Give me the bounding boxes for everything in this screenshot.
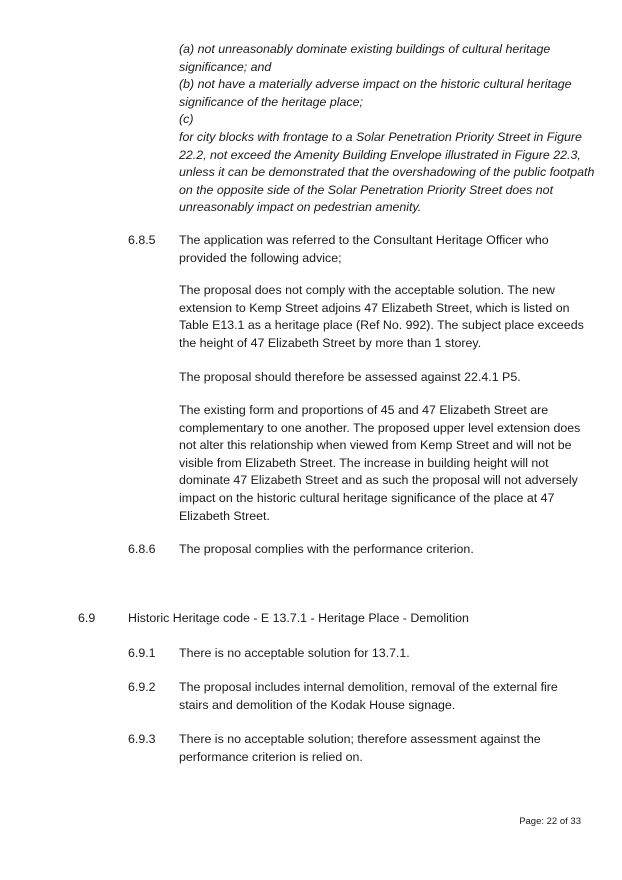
criterion-c-label: (c) xyxy=(179,112,194,127)
section-6-9-heading: Historic Heritage code - E 13.7.1 - Heritage Place - Demolition xyxy=(128,611,469,625)
section-6-8-6-text: The proposal complies with the performance criterion. xyxy=(179,542,474,556)
section-number-6-8-5: 6.8.5 xyxy=(128,233,156,247)
criterion-a: (a) not unreasonably dominate existing buildings of cultural heritage significance; and xyxy=(179,42,551,74)
heritage-advice-paragraph-2: The proposal should therefore be assessed against 22.4.1 P5. xyxy=(179,370,521,384)
performance-criteria-list xyxy=(179,41,599,217)
criterion-b: (b) not have a materially adverse impact on the historic cultural heritage significance of the heritage place; xyxy=(179,77,572,109)
section-6-9-1-text: There is no acceptable solution for 13.7.1. xyxy=(179,646,410,660)
section-number-6-9-1: 6.9.1 xyxy=(128,646,156,660)
heritage-advice-paragraph-1: The proposal does not comply with the acceptable solution. The new extension to Kemp Street adjoins 47 Elizabeth Street, which is listed on Table E13.1 as a heritage place (Ref No. 992). The subject place exceeds the height of 47 Elizabeth Street by more than 1 storey. xyxy=(179,283,584,350)
section-6-9-2-text: The proposal includes internal demolition, removal of the external fire stairs and demolition of the Kodak House signage. xyxy=(179,680,558,712)
section-number-6-9-2: 6.9.2 xyxy=(128,680,156,694)
section-number-6-9: 6.9 xyxy=(78,611,96,625)
section-6-9-3-text: There is no acceptable solution; therefore assessment against the performance criterion is relied on. xyxy=(179,732,541,764)
criterion-c-text: for city blocks with frontage to a Solar Penetration Priority Street in Figure 22.2, not exceed the Amenity Building Envelope illustrated in Figure 22.3, unless it can be demonstrated that the overshadowing of the public footpath on the opposite side of the Solar Penetration Priority Street does not unreasonably impact on pedestrian amenity. xyxy=(179,129,595,215)
section-number-6-8-6: 6.8.6 xyxy=(128,542,156,556)
section-6-8-5-intro: The application was referred to the Consultant Heritage Officer who provided the following advice; xyxy=(179,233,549,265)
section-number-6-9-3: 6.9.3 xyxy=(128,732,156,746)
heritage-advice-paragraph-3: The existing form and proportions of 45 and 47 Elizabeth Street are complementary to one another. The proposed upper level extension does not alter this relationship when viewed from Kemp Street and will not be visible from Elizabeth Street. The increase in building height will not dominate 47 Elizabeth Street and as such the proposal will not adversely impact on the historic cultural heritage significance of the place at 47 Elizabeth Street. xyxy=(179,403,581,523)
page-number-footer: Page: 22 of 33 xyxy=(519,816,581,827)
